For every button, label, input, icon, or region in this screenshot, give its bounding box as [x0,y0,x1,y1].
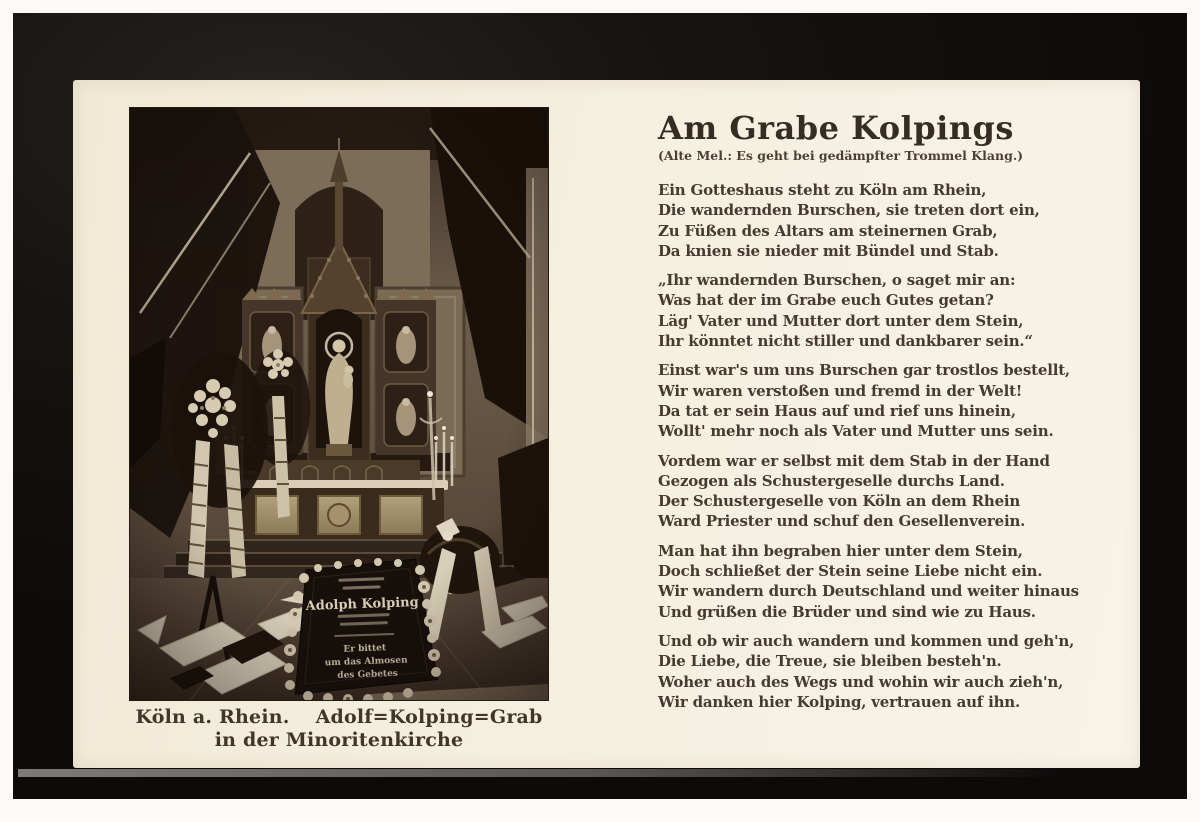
poem-title: Am Grabe Kolpings [658,109,1014,147]
poem-stanza-6 [658,631,1075,712]
poem-line: Die wandernden Burschen, sie treten dort ein, [658,201,1040,220]
poem-stanza-5 [658,541,1079,622]
poem-line: Da knien sie nieder mit Bündel und Stab. [658,241,999,260]
poem-stanza-3 [658,360,1070,441]
poem-line: Zu Füßen des Altars am steinernen Grab, [658,221,998,240]
poem-line: Da tat er sein Haus auf und rief uns hinein, [658,401,1016,420]
poem-line: Gezogen als Schustergeselle durchs Land. [658,471,1005,490]
poem-stanza-4 [658,451,1050,532]
altar-photo-drawing [130,108,548,700]
poem-line: Wir waren verstoßen und fremd in der Welt! [658,381,1023,400]
poem-line: Und ob wir auch wandern und kommen und geh'n, [658,631,1075,650]
poem-line: Wir danken hier Kolping, vertrauen auf ihn. [658,692,1021,711]
poem-line: „Ihr wandernden Burschen, o saget mir an: [658,271,1016,290]
mat-edge-highlight [18,769,1063,777]
poem-stanza-1 [658,180,1040,261]
caption-line-1: Köln a. Rhein. Adolf=Kolping=Grab [135,706,543,728]
poem-line: Einst war's um uns Burschen gar trostlos bestellt, [658,361,1070,380]
poem-line: Ihr könntet nicht stiller und dankbarer sein.“ [658,332,1033,351]
poem-line: Läg' Vater und Mutter dort unter dem Stein, [658,311,1024,330]
poem-line: Wir wandern durch Deutschland und weiter hinaus [658,582,1079,601]
poem-line: Und grüßen die Brüder und sind wie zu Haus. [658,602,1036,621]
poem-line: Ein Gotteshaus steht zu Köln am Rhein, [658,181,987,199]
poem-line: Woher auch des Wegs und wohin wir auch zieh'n, [658,672,1064,691]
caption-line-2: in der Minoritenkirche [214,729,464,751]
postcard [73,80,1140,768]
poem-stanza-2 [658,270,1033,351]
poem-line: Der Schustergeselle von Köln an dem Rhein [658,492,1021,511]
poem-line: Was hat der im Grabe euch Gutes getan? [658,291,994,310]
poem-line: Vordem war er selbst mit dem Stab in der Hand [658,451,1050,470]
poem-line: Wollt' mehr noch als Vater und Mutter uns sein. [658,422,1054,441]
altar-photo [130,108,548,700]
poem-line: Doch schließet der Stein seine Liebe nicht ein. [658,562,1043,581]
poem-melody-note: (Alte Mel.: Es geht bei gedämpfter Trommel Klang.) [658,148,1024,163]
poem-line: Ward Priester und schuf den Gesellenverein. [658,512,1026,531]
photo-caption [130,706,548,752]
poem-line: Die Liebe, die Treue, sie bleiben besteh'n. [658,652,1002,671]
poem-line: Man hat ihn begraben hier unter dem Stein, [658,541,1023,560]
poem-column [658,109,1079,721]
